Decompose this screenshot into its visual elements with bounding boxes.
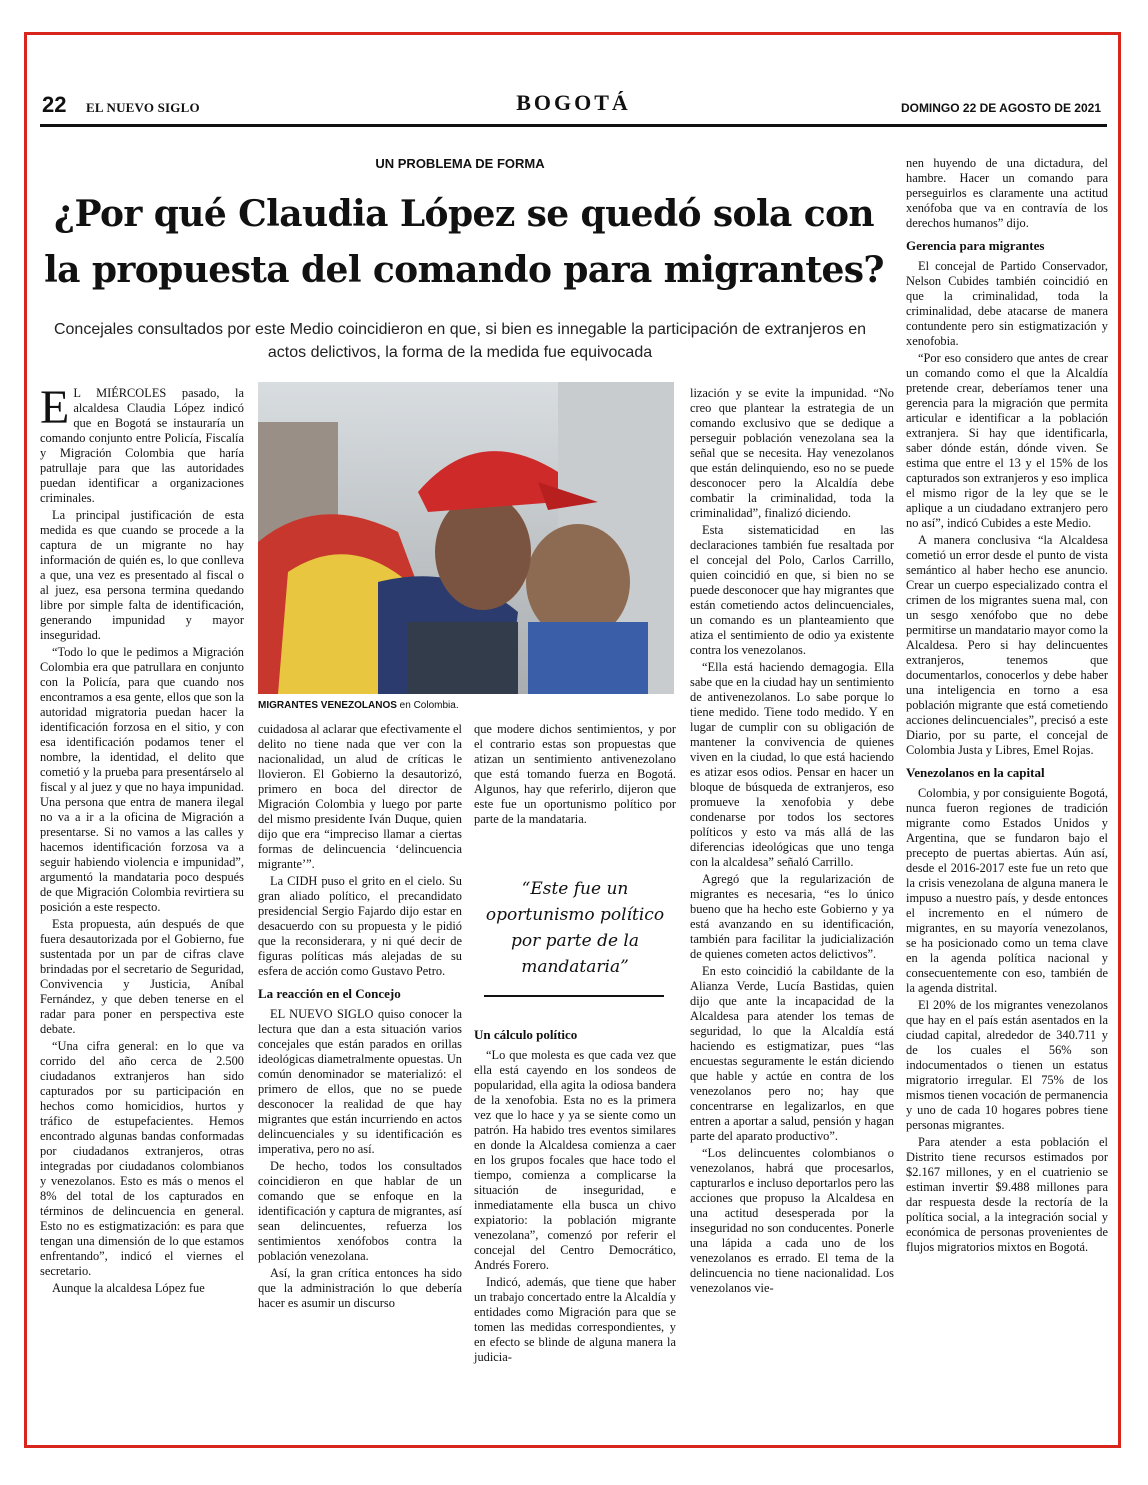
newspaper-name: EL NUEVO SIGLO — [86, 100, 200, 115]
column-2 — [258, 722, 462, 1313]
subheading-venezolanos: Venezolanos en la capital — [906, 765, 1045, 780]
photo-caption-bold: MIGRANTES VENEZOLANOS — [258, 700, 397, 711]
paragraph: lización y se evite la impunidad. “No creo que plantear la estrategia de un comando exclusivo que se dedique a perseguir población venezolana sea la señal que se necesita. Hay venezolanos que están delinquiendo, eso no se puede desconocer pero la Alcaldía debe combatir la criminalidad, toda la criminalidad”, finalizó diciendo. — [690, 386, 894, 520]
paragraph: nen huyendo de una dictadura, del hambre. Hacer un comando para perseguirlos es claramente una actitud xenófoba que va en contravía de los derechos humanos” dijo. — [906, 156, 1108, 230]
article-kicker: UN PROBLEMA DE FORMA — [375, 156, 545, 171]
subheading-concejo: La reacción en el Concejo — [258, 986, 401, 1001]
section-title: BOGOTÁ — [516, 90, 631, 115]
paragraph: Agregó que la regularización de migrantes es necesaria, “es lo único bueno que ha hecho este Gobierno y ya está avanzando en su identificación, también para facilitar la judicialización de quienes cometen actos delictivos”. — [690, 872, 894, 961]
subheading-calculo: Un cálculo político — [474, 1027, 578, 1042]
article-photo — [258, 382, 674, 694]
paragraph: Esta propuesta, aún después de que fuera desautorizada por el Gobierno, fue sustentada por un par de cifras clave brindadas por el secretario de Seguridad, Convivencia y Justicia, Aníbal Fernández, y que deben tenerse en el radar para poner en perspectiva este debate. — [40, 917, 244, 1036]
paragraph: “Los delincuentes colombianos o venezolanos, habrá que procesarlos, capturarlos e incluso deportarlos pero las acciones que propuso la Alcaldesa en una actitud desesperada por la inseguridad no son conducentes. Ponerle una lápida a cada uno de los venezolanos es errado. El tema de la delincuencia no tiene nacionalidad. Los venezolanos vie- — [690, 1146, 894, 1295]
page-header — [40, 92, 1107, 127]
issue-date: DOMINGO 22 DE AGOSTO DE 2021 — [900, 101, 1101, 115]
pull-quote: “Este fue un oportunismo político por parte de la mandataria” — [485, 879, 665, 977]
paragraph: De hecho, todos los consultados coincidieron en que hablar de un comando que se enfoque en la identificación y captura de migrantes, así sean delincuentes, refuerza los sentimientos xenófobos contra la población venezolana. — [258, 1159, 462, 1263]
column-4 — [690, 386, 894, 1298]
paragraph: “Por eso considero que antes de crear un comando como el que la Alcaldía pretende crear, deberíamos tener una gerencia para la migración que permita articular e identificar a la población extranjera. Si hay que identificarla, saber dónde están, dónde viven. Se estima que entre el 13 y el 15% de los capturados son extranjeros y eso implica el mismo rigor de la ley que se le aplique a un ciudadano extranjero pero no así”, indicó Cubides a este Medio. — [906, 351, 1108, 530]
drop-cap: E — [40, 381, 70, 434]
column-3-bottom — [474, 1020, 676, 1367]
pull-quote-rule — [484, 995, 664, 997]
paragraph: A manera conclusiva “la Alcaldesa cometió un error desde el punto de vista semántico al haber hecho ese anuncio. Crear un cuerpo especializado contra el crimen de los migrantes suena mal, con un sesgo xenófobo que no debe permitirse un mandatario mayor como la Alcaldesa. Pero si hay delincuentes extranjeros, tenemos que documentarlos, conocerlos y debe haber una inteligencia en torno a esa población migrante que está cometiendo acciones delincuenciales”, precisó a este Diario, por su parte, el concejal de Colombia Justa y Libres, Emel Rojas. — [906, 533, 1108, 757]
photo-caption-text: en Colombia. — [396, 700, 459, 711]
paragraph: Para atender a esta población el Distrito tiene recursos estimados por $2.167 millones, y en el cuatrienio se estiman invertir $9.488 millones para dar respuesta desde la rectoría de la política social, a la integración social y económica de personas provenientes de flujos migratorios mixtos en Bogotá. — [906, 1135, 1108, 1254]
paragraph: La CIDH puso el grito en el cielo. Su gran aliado político, el precandidato presidencial Sergio Fajardo dijo estar en desacuerdo con su propuesta y le pidió que la reconsiderara, y ni qué decir de figuras políticas más alejadas de su esfera de acción como Gustavo Petro. — [258, 874, 462, 978]
paragraph: El 20% de los migrantes venezolanos que hay en el país están asentados en la ciudad capital, alrededor de 340.711 y de los cuales el 56% son indocumentados o tienen un estatus migratorio irregular. El 75% de los mismos tienen vocación de permanencia y uno de cada 10 hogares pobres tiene personas migrantes. — [906, 998, 1108, 1132]
column-3-top — [474, 722, 676, 829]
migrants-photo-image — [258, 382, 674, 694]
paragraph: Indicó, además, que tiene que haber un trabajo concertado entre la Alcaldía y entidades como Migración para que se tomen las medidas correspondientes, y en efecto se blinde de alguna manera la judicia- — [474, 1275, 676, 1364]
photo-caption — [258, 700, 459, 711]
paragraph: “Todo lo que le pedimos a Migración Colombia era que patrullara en conjunto con la Policía, para que cuando nos encontramos a esa gente, ellos que son la autoridad migratoria puedan hacer la identificación forzosa en el sitio, y con esa identificación podamos tener el nombre, la identidad, el delito que cometió y la prueba para presentárselo al fiscal y al juez y que no haya impunidad. Una persona que entra de manera ilegal no va a ir a la oficina de Migración a presentarse. Si no vamos a las calles y hacemos identificación forzosa va a seguir habiendo violencia e impunidad”, argumentó la mandataria poco después de que Migración Colombia revirtiera su posición a este respecto. — [40, 645, 244, 914]
paragraph: Así, la gran crítica entonces ha sido que la administración lo que debería hacer es asumir un discurso — [258, 1266, 462, 1310]
paragraph: “Lo que molesta es que cada vez que ella está cayendo en los sondeos de popularidad, ella agita la odiosa bandera de la xenofobia. Esta no es la primera vez que lo hace y ya se siente como un patrón. Ha habido tres eventos similares en donde la Alcaldesa comienza a caer en los grupos focales que hace todo el tiempo, comienza a complicarse la situación de inseguridad, e inmediatamente ella busca un chivo expiatorio: la población migrante venezolana”, comenzó por referir el concejal del Centro Democrático, Andrés Forero. — [474, 1048, 676, 1272]
paragraph: EL NUEVO SIGLO quiso conocer la lectura que dan a esta situación varios concejales que están parados en orillas ideológicas diametralmente opuestas. Un común denominador se materializó: el primero de ellos, que no se puede desconocer la realidad de que hay migrantes que están incurriendo en actos delincuenciales y su identificación es imperativa, pero no así. — [258, 1007, 462, 1156]
paragraph: Colombia, y por consiguiente Bogotá, nunca fueron regiones de tradición migrante como Estados Unidos y Argentina, que se fundaron bajo el precepto de puertas abiertas. Aún así, desde el 2016-2017 este fue un reto que la crisis venezolana de alguna manera le impuso a nuestro país, y desde entonces el incremento en el número de migrantes, en su mayoría venezolanos, se ha posicionado como un tema clave en la agenda política nacional y consecuentemente con eso, también de la agenda distrital. — [906, 786, 1108, 995]
paragraph: E L MIÉRCOLES pasado, la alcaldesa Claudia López indicó que en Bogotá se instauraría un comando conjunto entre Policía, Fiscalía y Migración Colombia que haría patrullaje para que las autoridades puedan identificar a organizaciones criminales. — [40, 381, 244, 505]
column-1 — [40, 381, 244, 1298]
article-headline: ¿Por qué Claudia López se quedó sola con la propuesta del comando para migrantes? — [44, 193, 884, 291]
paragraph: “Una cifra general: en lo que va corrido del año cerca de 2.500 ciudadanos extranjeros han sido capturados por su participación en hechos como homicidios, hurtos y tráfico de estupefacientes. Hemos encontrado algunas bandas conformadas por ciudadanos extranjeros, otras integradas por ciudadanos colombianos y venezolanos. Esto es más o menos el 8% del total de los capturados en términos de delincuencia en general. Esto no es estigmatización: es para que tengan una dimensión de lo que estamos enfrentando”, indicó el viernes el secretario. — [40, 1039, 244, 1278]
paragraph: La principal justificación de esta medida es que cuando se procede a la captura de un migrante no hay información de quién es, lo que conlleva a que, una vez es presentado al fiscal o al juez, esa persona termina quedando libre por simple falta de identificación, generando impunidad y mayor inseguridad. — [40, 508, 244, 642]
page-number: 22 — [42, 92, 67, 117]
paragraph: Esta sistematicidad en las declaraciones también fue resaltada por el concejal del Polo, Carlos Carrillo, quien coincidió en que, si bien no se puede desconocer que hay migrantes que están cometiendo actos delincuenciales, un comando es un planteamiento que atiza el sentimiento de odio ya existente contra los venezolanos. — [690, 523, 894, 657]
article-subhead: Concejales consultados por este Medio coincidieron en que, si bien es innegable la participación de extranjeros en actos delictivos, la forma de la medida fue equivocada — [53, 321, 867, 361]
subheading-gerencia: Gerencia para migrantes — [906, 238, 1045, 253]
paragraph: que modere dichos sentimientos, y por el contrario estas son propuestas que atizan un sentimiento antivenezolano que está tomando fuerza en Bogotá. Algunos, hay que referirlo, dijeron que este fue un oportunismo político por parte de la mandataria. — [474, 722, 676, 826]
paragraph: En esto coincidió la cabildante de la Alianza Verde, Lucía Bastidas, quien dijo que ante la incapacidad de la Alcaldesa para atender los temas de seguridad, lo que la Alcaldía está haciendo es estigmatizar, pues “las encuestas seguramente le están diciendo que hable y actúe en contra de los venezolanos pero no; hay que concentrarse en legalizarlos, en que entren a aportar a salud, pensión y hagan parte del aparato productivo”. — [690, 964, 894, 1143]
paragraph: “Ella está haciendo demagogia. Ella sabe que en la ciudad hay un sentimiento de antivenezolanos. Lo sabe porque lo tiene medido. Tiene todo medido. Y en lugar de cumplir con su obligación de mantener la convivencia de quienes viven en la ciudad, lo que está haciendo es atizar esos odios. Pensar en hacer un bloque de búsqueda de extranjeros, eso promueve la xenofobia y debe condenarse por todos los sectores políticos y esto va más allá de las diferencias ideológicas que uno tenga con la alcaldesa” señaló Carrillo. — [690, 660, 894, 869]
paragraph: cuidadosa al aclarar que efectivamente el delito no tiene nada que ver con la nacionalidad, un alud de críticas le llovieron. El Gobierno la desautorizó, primero en boca del director de Migración Colombia y luego por parte del mismo presidente Iván Duque, quien dijo que era “impreciso llamar a ciertas formas de delincuencia ‘delincuencia migrante’”. — [258, 722, 462, 871]
paragraph: El concejal de Partido Conservador, Nelson Cubides también coincidió en que la criminalidad, toda la criminalidad, debe atacarse de manera contundente pero sin estigmatización y xenofobia. — [906, 259, 1108, 348]
paragraph: Aunque la alcaldesa López fue — [52, 1281, 205, 1295]
column-5 — [906, 156, 1108, 1257]
